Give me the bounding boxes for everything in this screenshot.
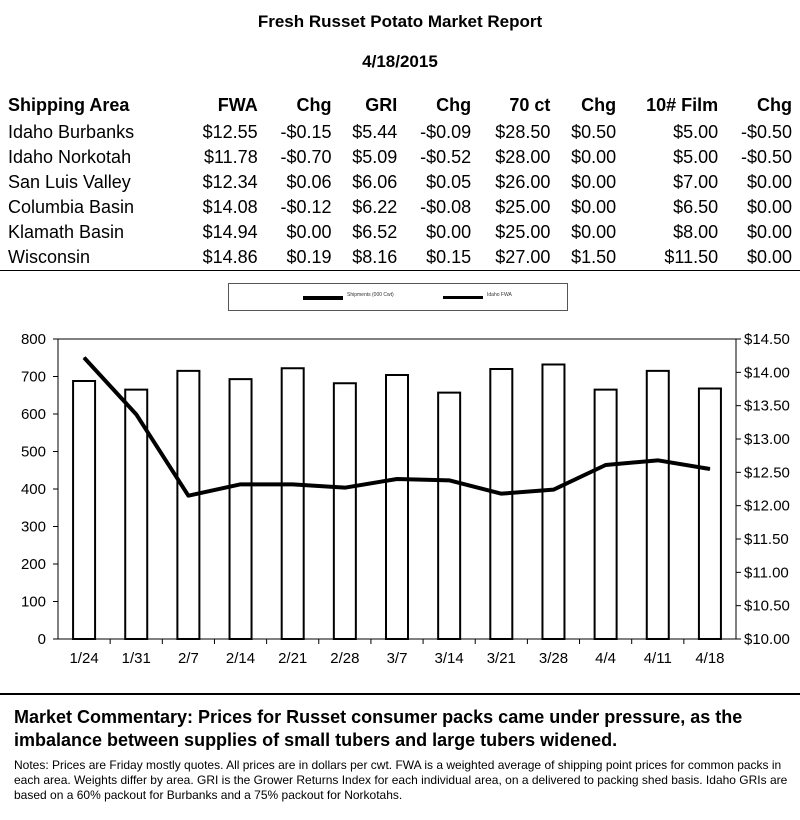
cell-70ct-chg: $0.00 <box>571 172 617 192</box>
right-axis-tick-label: $12.00 <box>744 497 790 515</box>
cell-gri-chg: -$0.52 <box>420 147 472 167</box>
price-table <box>8 92 796 270</box>
cell-fwa-chg: -$0.15 <box>280 122 332 142</box>
x-axis-tick-label: 1/24 <box>69 650 99 667</box>
right-axis-tick-label: $13.00 <box>744 431 790 448</box>
right-axis-tick-label: $11.50 <box>744 531 789 548</box>
report-title: Fresh Russet Potato Market Report <box>257 12 543 31</box>
legend-label-idaho-fwa: Idaho FWA <box>487 292 512 298</box>
x-axis-tick-label: 2/14 <box>225 650 256 667</box>
header-gri: GRI <box>365 94 398 115</box>
shipment-bar <box>699 389 721 640</box>
table-row <box>8 195 796 220</box>
idaho-fwa-point <box>605 465 606 466</box>
legend-swatch-idaho-fwa <box>443 296 483 299</box>
shipment-bar <box>595 390 617 639</box>
idaho-fwa-point <box>136 414 137 415</box>
cell-gri: $8.16 <box>352 247 398 267</box>
right-axis-tick-label: $14.00 <box>744 364 790 382</box>
cell-fwa-chg: -$0.70 <box>280 147 332 167</box>
notes-text: Notes: Prices are Friday mostly quotes. All prices are in dollars per cwt. FWA is a weighted average of shipping point prices for common packs in each area. Weights differ by area. GRI is the Grower Returns Index for each individual area, on a delivered to packing shed basis. Idaho GRIs are based on a 60% packout for Burbanks and a 75% packout for Norkotahs. <box>14 758 788 802</box>
cell-gri-chg: -$0.09 <box>420 122 472 142</box>
header-fwa: FWA <box>217 94 258 115</box>
x-axis-tick-label: 4/18 <box>695 650 725 667</box>
cell-10lb-film-chg: -$0.50 <box>740 147 792 167</box>
left-axis-tick-label: 300 <box>20 518 46 536</box>
legend-label-shipments: Shipments (000 Cwt) <box>347 292 394 298</box>
idaho-fwa-point <box>657 460 658 461</box>
cell-70ct: $28.00 <box>495 147 551 167</box>
shipment-bar <box>542 365 564 640</box>
header-10lb-film-chg: Chg <box>757 94 792 115</box>
left-axis-tick-label: 700 <box>20 368 46 386</box>
shipment-bar <box>438 393 460 639</box>
header-70ct: 70 ct <box>509 94 551 115</box>
cell-10lb-film-chg: $0.00 <box>746 172 792 192</box>
cell-gri: $5.09 <box>352 147 398 167</box>
cell-area: Klamath Basin <box>8 222 125 242</box>
cell-area: Columbia Basin <box>8 197 135 217</box>
idaho-fwa-point <box>188 495 189 496</box>
cell-fwa: $11.78 <box>203 147 258 167</box>
x-axis-tick-label: 3/21 <box>486 650 516 667</box>
cell-gri: $6.22 <box>352 197 398 217</box>
cell-70ct: $27.00 <box>495 247 551 267</box>
cell-fwa-chg: $0.06 <box>286 172 332 192</box>
left-axis-tick-label: 500 <box>20 443 46 461</box>
cell-10lb-film: $5.00 <box>673 122 719 142</box>
right-axis-tick-label: $11.00 <box>744 564 789 582</box>
cell-10lb-film: $8.00 <box>673 222 719 242</box>
table-row <box>8 120 796 145</box>
price-table-body <box>8 120 796 270</box>
cell-70ct-chg: $0.00 <box>571 222 617 242</box>
idaho-fwa-point <box>553 489 554 490</box>
cell-area: Idaho Norkotah <box>8 147 132 167</box>
idaho-fwa-point <box>709 469 710 470</box>
cell-fwa-chg: $0.19 <box>286 247 332 267</box>
cell-70ct: $28.50 <box>495 122 551 142</box>
cell-10lb-film-chg: $0.00 <box>746 247 792 267</box>
report-date: 4/18/2015 <box>362 52 438 71</box>
cell-area: Idaho Burbanks <box>8 122 135 142</box>
shipment-bar <box>282 368 304 639</box>
price-table-header-row <box>8 92 796 120</box>
table-row <box>8 170 796 195</box>
right-axis-tick-label: $10.50 <box>744 597 790 615</box>
right-axis-tick-label: $14.50 <box>744 331 790 348</box>
idaho-fwa-point <box>397 479 398 480</box>
x-axis-tick-label: 4/11 <box>643 650 672 667</box>
cell-10lb-film: $6.50 <box>673 197 719 217</box>
cell-10lb-film-chg: $0.00 <box>746 197 792 217</box>
cell-10lb-film-chg: -$0.50 <box>740 122 792 142</box>
idaho-fwa-point <box>501 493 502 494</box>
cell-70ct: $25.00 <box>495 197 551 217</box>
x-axis-tick-label: 2/7 <box>177 650 199 667</box>
header-10lb-film: 10# Film <box>646 94 719 115</box>
idaho-fwa-point <box>292 484 293 485</box>
left-axis-tick-label: 400 <box>20 481 46 498</box>
cell-70ct-chg: $0.00 <box>571 147 617 167</box>
cell-fwa: $14.94 <box>202 222 258 242</box>
shipment-bar <box>177 371 199 639</box>
cell-fwa-chg: $0.00 <box>286 222 332 242</box>
table-row <box>8 245 796 270</box>
x-axis-tick-label: 1/31 <box>121 650 151 667</box>
x-axis-tick-label: 4/4 <box>595 650 617 667</box>
idaho-fwa-point <box>449 480 450 481</box>
table-row <box>8 145 796 170</box>
cell-10lb-film: $5.00 <box>673 147 719 167</box>
cell-fwa: $14.08 <box>202 197 258 217</box>
cell-10lb-film: $11.50 <box>664 247 719 267</box>
shipment-bar <box>334 383 356 639</box>
x-axis-tick-label: 2/28 <box>330 650 360 667</box>
cell-fwa: $14.86 <box>202 247 258 267</box>
combo-chart <box>0 271 800 693</box>
x-axis-tick-label: 3/14 <box>434 650 464 667</box>
header-gri-chg: Chg <box>436 94 472 115</box>
cell-gri-chg: -$0.08 <box>420 197 472 217</box>
cell-gri-chg: $0.05 <box>426 172 472 192</box>
right-axis-tick-label: $10.00 <box>744 631 790 648</box>
cell-area: Wisconsin <box>8 247 91 267</box>
legend-swatch-shipments <box>303 296 343 300</box>
cell-70ct-chg: $1.50 <box>571 247 617 267</box>
idaho-fwa-point <box>240 484 241 485</box>
cell-fwa-chg: -$0.12 <box>280 197 332 217</box>
shipment-bar <box>73 381 95 639</box>
x-axis-tick-label: 3/7 <box>386 650 408 667</box>
cell-fwa: $12.55 <box>202 122 258 142</box>
left-axis-tick-label: 600 <box>20 406 46 423</box>
chart-panel <box>0 270 800 695</box>
shipment-bar <box>230 379 252 639</box>
table-row <box>8 220 796 245</box>
cell-10lb-film-chg: $0.00 <box>746 222 792 242</box>
cell-70ct-chg: $0.50 <box>571 122 617 142</box>
shipment-bar <box>490 369 512 639</box>
idaho-fwa-point <box>84 357 85 358</box>
right-axis-tick-label: $12.50 <box>744 464 790 482</box>
right-axis-tick-label: $13.50 <box>744 397 790 415</box>
shipment-bar <box>386 375 408 639</box>
cell-gri-chg: $0.15 <box>426 247 472 267</box>
x-axis-tick-label: 2/21 <box>278 650 308 667</box>
header-fwa-chg: Chg <box>296 94 332 115</box>
idaho-fwa-point <box>344 487 345 488</box>
left-axis-tick-label: 0 <box>37 631 46 648</box>
header-shipping-area: Shipping Area <box>8 94 130 115</box>
market-commentary: Market Commentary: Prices for Russet consumer packs came under pressure, as the imbalance between supplies of small tubers and large tubers widened. <box>14 707 743 750</box>
cell-gri: $5.44 <box>352 122 398 142</box>
left-axis-tick-label: 800 <box>20 331 46 348</box>
shipment-bar <box>647 371 669 639</box>
left-axis-tick-label: 200 <box>20 556 46 573</box>
cell-70ct-chg: $0.00 <box>571 197 617 217</box>
header-70ct-chg: Chg <box>581 94 617 115</box>
chart-legend <box>228 283 568 311</box>
cell-70ct: $26.00 <box>495 172 551 192</box>
cell-gri: $6.52 <box>352 222 398 242</box>
cell-70ct: $25.00 <box>495 222 551 242</box>
cell-10lb-film: $7.00 <box>673 172 719 192</box>
cell-gri-chg: $0.00 <box>426 222 472 242</box>
cell-area: San Luis Valley <box>8 172 131 192</box>
left-axis-tick-label: 100 <box>20 593 46 611</box>
cell-gri: $6.06 <box>352 172 398 192</box>
x-axis-tick-label: 3/28 <box>538 650 569 667</box>
cell-fwa: $12.34 <box>202 172 258 192</box>
